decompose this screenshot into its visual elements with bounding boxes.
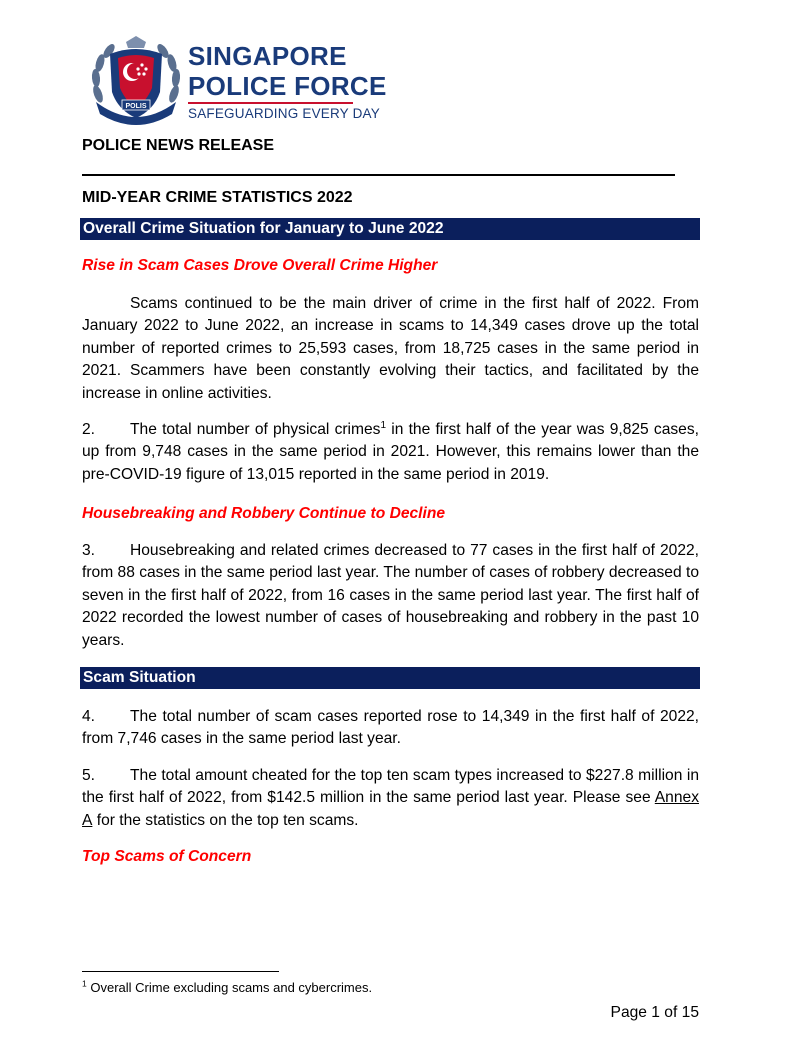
footnote-divider	[82, 971, 279, 972]
paragraph-3	[82, 540, 699, 652]
paragraph-5-text-after: for the statistics on the top ten scams.	[92, 811, 359, 829]
paragraph-5	[82, 765, 699, 832]
paragraph-2	[82, 419, 699, 486]
subheading-housebreaking: Housebreaking and Robbery Continue to Decline	[82, 505, 446, 522]
paragraph-3-number: 3.	[82, 542, 96, 559]
paragraph-2-text-after: in the first half of the year was 9,825 cases, up from 9,748 cases in the same period in 2021. However, this remains lower than the pre-COVID-19 figure of 13,015 reported in the same period in 2019.	[82, 421, 699, 483]
paragraph-1	[82, 293, 699, 405]
logo-title-line1: SINGAPORE	[188, 41, 347, 71]
page-number: Page 1 of 15	[610, 1004, 699, 1021]
police-crest-icon	[88, 36, 184, 126]
paragraph-4	[82, 706, 699, 751]
paragraph-4-number: 4.	[82, 708, 96, 725]
subheading-rise-in-scams: Rise in Scam Cases Drove Overall Crime Higher	[82, 257, 438, 274]
section-heading-overall: Overall Crime Situation for January to June 2022	[80, 218, 700, 240]
release-label: POLICE NEWS RELEASE	[82, 137, 275, 154]
logo-tagline: SAFEGUARDING EVERY DAY	[188, 106, 380, 121]
section-heading-scam: Scam Situation	[80, 667, 700, 689]
paragraph-4-text: The total number of scam cases reported rose to 14,349 in the first half of 2022, from 7,746 cases in the same period last year.	[82, 708, 699, 748]
paragraph-2-text-before: The total number of physical crimes	[130, 421, 381, 438]
paragraph-5-number: 5.	[82, 767, 96, 784]
footnote-marker: 1	[82, 978, 87, 989]
paragraph-5-text-before: The total amount cheated for the top ten scam types increased to $227.8 million in the first half of 2022, from $142.5 million in the same period last year. Please see	[82, 767, 699, 807]
logo-title-line2: POLICE FORCE	[188, 71, 387, 101]
subheading-top-scams: Top Scams of Concern	[82, 848, 252, 865]
footnote-ref-1[interactable]: 1	[380, 419, 387, 431]
crest-text: POLIS	[125, 103, 147, 110]
footnote	[82, 980, 372, 995]
annex-a-link[interactable]: Annex A	[82, 789, 699, 829]
document-title: MID-YEAR CRIME STATISTICS 2022	[82, 189, 353, 206]
paragraph-3-text: Housebreaking and related crimes decreased to 77 cases in the first half of 2022, from 88 cases in the same period last year. The number of cases of robbery decreased to seven in the first half of 2022, from 16 cases in the same period last year. The first half of 2022 recorded the lowest number of cases of housebreaking and robbery in the past 10 years.	[82, 542, 699, 649]
paragraph-2-number: 2.	[82, 421, 96, 438]
logo-divider	[188, 102, 353, 104]
spf-logo	[88, 36, 388, 128]
footnote-text: Overall Crime excluding scams and cybercrimes.	[86, 980, 373, 995]
header-divider	[82, 174, 675, 176]
paragraph-1-text: Scams continued to be the main driver of crime in the first half of 2022. From January 2022 to June 2022, an increase in scams to 14,349 cases drove up the total number of reported crimes to 25,593 cases, from 18,725 cases in the same period in 2021. Scammers have been constantly evolving their tactics, and facilitated by the increase in online activities.	[82, 295, 699, 402]
